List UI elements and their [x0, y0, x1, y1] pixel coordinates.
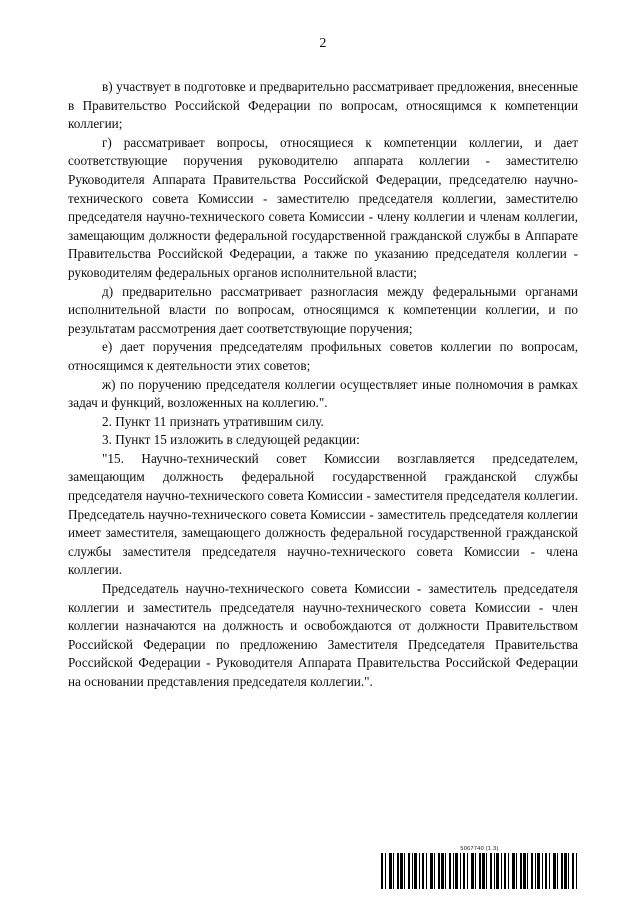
- paragraph: г) рассматривает вопросы, относящиеся к компетенции коллегии, и дает соответствующие поручения руководителю аппарата коллегии - заместителю Руководителя Аппарата Правительства Российской Федерации, председателю научно-технического совета Комиссии - заместителю председателя коллегии, заместителю председателя научно-технического совета Комиссии - члену коллегии и членам коллегии, замещающим должности федеральной государственной гражданской службы в Аппарате Правительства Российской Федерации, а также по указанию председателя коллегии - руководителям федеральных органов исполнительной власти;: [68, 134, 578, 280]
- paragraph: е) дает поручения председателям профильных советов коллегии по вопросам, относящимся к деятельности этих советов;: [68, 339, 578, 373]
- paragraph: Председатель научно-технического совета Комиссии - заместитель председателя коллегии и заместитель председателя научно-технического совета Комиссии - член коллегии назначаются на должность и освобождаются от должности Правительством Российской Федерации по предложению Заместителя Председателя Правительства Российской Федерации - Руководителя Аппарата Правительства Российской Федерации на основании представления председателя коллегии.".: [68, 581, 578, 689]
- paragraph: 2. Пункт 11 признать утратившим силу.: [102, 413, 324, 429]
- document-body: [68, 78, 578, 692]
- paragraph: 3. Пункт 15 изложить в следующей редакции:: [102, 432, 360, 448]
- barcode-label: 5067740 (1.3): [460, 846, 499, 852]
- page-number: 2: [319, 36, 327, 51]
- barcode: [381, 846, 578, 890]
- paragraph: "15. Научно-технический совет Комиссии возглавляется председателем, замещающим должность федеральной государственной гражданской службы председателя научно-технического совета Комиссии - заместителя председателя коллегии. Председатель научно-технического совета Комиссии - заместитель председателя коллегии имеет заместителя, замещающего должность федеральной государственной гражданской службы заместителя председателя научно-технического совета Комиссии - члена коллегии.: [68, 450, 578, 578]
- paragraph: ж) по поручению председателя коллегии осуществляет иные полномочия в рамках задач и функций, возложенных на коллегию.".: [68, 376, 578, 411]
- paragraph: д) предварительно рассматривает разногласия между федеральными органами исполнительной власти по вопросам, относящимся к компетенции коллегии, и по результатам рассмотрения дает соответствующие поручения;: [68, 283, 578, 336]
- paragraph: в) участвует в подготовке и предварительно рассматривает предложения, внесенные в Правительство Российской Федерации по вопросам, относящимся к компетенции коллегии;: [68, 79, 578, 132]
- barcode-bars: [381, 853, 578, 889]
